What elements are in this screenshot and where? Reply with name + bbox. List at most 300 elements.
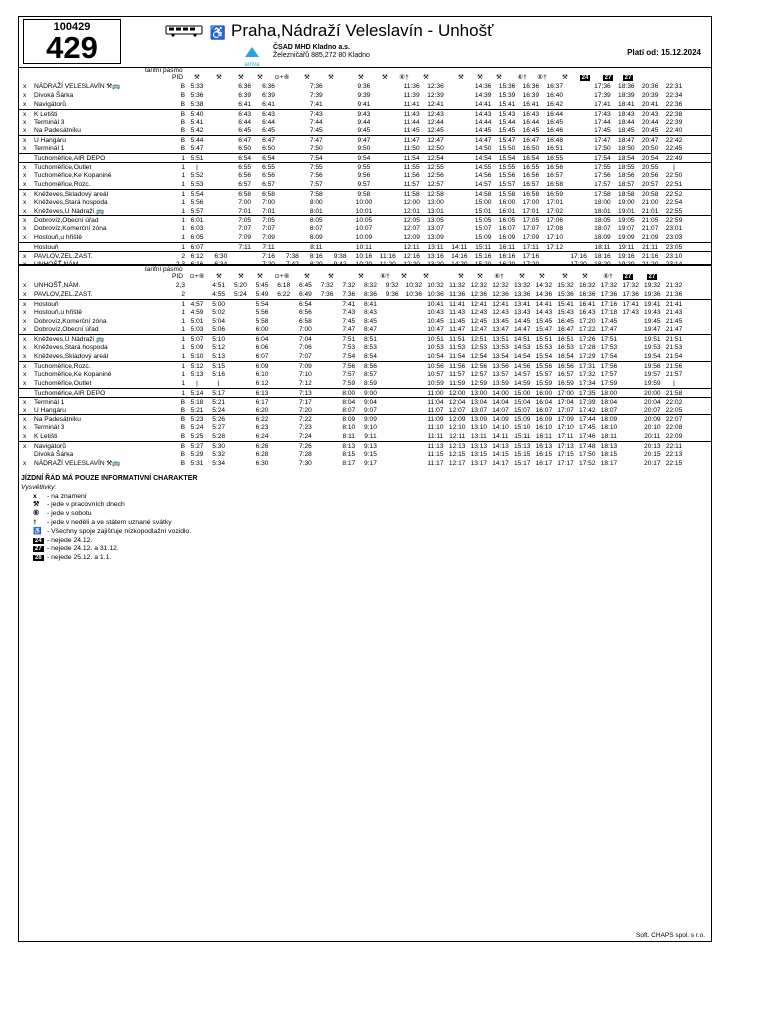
stop-name: PAVLOV,ZEL.ZAST. <box>34 290 93 298</box>
request-stop-mark: x <box>23 171 27 179</box>
departure-time: 16:44 <box>522 118 540 126</box>
tariff-zone: B <box>180 82 185 90</box>
departure-time: 14:16 <box>451 253 468 260</box>
departure-time: 9:38 <box>333 253 347 260</box>
departure-time: 5:21 <box>212 398 226 406</box>
departure-time: 11:07 <box>427 406 444 414</box>
departure-time: 6:41 <box>262 100 275 108</box>
departure-time: 21:51 <box>665 336 683 344</box>
departure-time: 11:04 <box>427 398 444 406</box>
departure-time: 7:54 <box>309 155 323 163</box>
departure-time: 17:45 <box>579 424 596 432</box>
departure-time: 12:54 <box>470 353 488 361</box>
departure-time: 13:36 <box>513 290 531 298</box>
departure-time: 11:56 <box>403 171 420 179</box>
departure-time: 16:44 <box>546 110 563 118</box>
departure-time: 14:13 <box>492 443 509 451</box>
departure-time: 13:04 <box>470 398 488 406</box>
departure-time: 16:07 <box>498 225 516 233</box>
departure-time: 18:41 <box>618 100 635 108</box>
departure-time: 6:57 <box>262 180 275 188</box>
stop-name: Terminál 3 <box>34 118 65 126</box>
departure-time: 6:12 <box>190 253 204 260</box>
stop-row <box>19 406 711 415</box>
departure-time: 17:31 <box>579 363 596 370</box>
departure-time: 15:09 <box>474 234 492 242</box>
legend-symbol: 27 <box>35 546 42 553</box>
restriction-note: 27 <box>624 274 632 280</box>
request-stop-mark: x <box>23 253 27 260</box>
departure-time: 20:17 <box>644 459 661 467</box>
departure-time: 21:00 <box>641 198 659 206</box>
departure-time: 6:58 <box>262 190 275 198</box>
stop-name: Kněževes,Skladový areál <box>34 353 109 361</box>
stop-name: Navigátorů <box>34 100 66 108</box>
departure-time: 17:01 <box>522 207 540 215</box>
departure-time: 19:59 <box>644 379 661 387</box>
tariff-zone: 1 <box>181 336 185 344</box>
departure-time: 6:55 <box>262 164 275 171</box>
departure-time: 20:43 <box>641 110 659 118</box>
stop-row <box>19 325 711 334</box>
stop-name: Tuchoměřice,Outlet <box>34 164 92 171</box>
departure-time: 21:47 <box>665 326 683 334</box>
request-stop-mark: x <box>23 370 27 378</box>
departure-time: 14:50 <box>474 145 492 153</box>
tariff-zone: 1 <box>181 190 185 198</box>
departure-time: 17:11 <box>522 244 539 252</box>
departure-time: 11:39 <box>403 91 420 99</box>
stop-name: Na Padesátníku <box>34 127 81 135</box>
departure-time: 12:32 <box>492 281 509 289</box>
departure-time: 15:56 <box>498 171 516 179</box>
departure-time: 8:54 <box>364 353 377 361</box>
departure-time: 14:15 <box>492 451 509 458</box>
departure-time: 16:50 <box>522 145 540 153</box>
departure-time: 13:11 <box>470 433 487 441</box>
departure-time: 10:59 <box>427 379 444 387</box>
departure-time: 6:36 <box>238 82 252 90</box>
departure-time: 15:04 <box>513 398 531 406</box>
request-stop-mark: x <box>23 416 27 424</box>
departure-time: 17:39 <box>579 398 596 406</box>
stop-name: Kněževes,Stará hospoda <box>34 198 108 206</box>
departure-time: 22:05 <box>665 406 683 414</box>
departure-time: 12:07 <box>448 406 466 414</box>
departure-time: 17:36 <box>600 290 618 298</box>
request-stop-mark: x <box>23 379 27 387</box>
departure-time: 11:55 <box>403 164 420 171</box>
departure-time: 11:45 <box>449 317 466 325</box>
stop-name: Tuchoměřice,Ke Kopanině <box>34 171 112 179</box>
tariff-zone: B <box>180 145 185 153</box>
departure-time: 12:41 <box>492 300 509 308</box>
departure-time: 15:41 <box>557 300 574 308</box>
departure-time: 16:55 <box>522 164 540 171</box>
departure-time: 21:41 <box>665 300 683 308</box>
departure-time: 17:20 <box>579 317 596 325</box>
departure-time: 10:53 <box>427 344 444 352</box>
departure-time: 15:59 <box>535 379 553 387</box>
departure-time: 17:53 <box>600 344 618 352</box>
departure-time: 6:56 <box>238 171 252 179</box>
legend-key-box <box>33 537 47 546</box>
departure-time: 21:32 <box>665 281 683 289</box>
departure-time: 7:57 <box>342 370 356 378</box>
request-stop-mark: x <box>23 317 27 325</box>
valid-from: Platí od: 15.12.2024 <box>627 48 701 57</box>
stop-name: Kněževes,Stará hospoda <box>34 344 108 352</box>
departure-time: 20:11 <box>644 433 661 441</box>
departure-time: 10:56 <box>427 363 444 370</box>
departure-time: 8:04 <box>342 398 356 406</box>
departure-time: 12:11 <box>449 433 466 441</box>
departure-time: 6:20 <box>255 406 269 414</box>
departure-time: 12:45 <box>427 127 444 135</box>
departure-time: 5:23 <box>190 416 204 424</box>
departure-time: 19:32 <box>644 281 661 289</box>
stop-row <box>19 450 711 459</box>
stop-row <box>19 290 711 299</box>
departure-time: 22:38 <box>665 110 683 118</box>
service-mark: ⚒ <box>328 273 334 280</box>
tariff-label: tarifní pásmo <box>145 266 183 273</box>
departure-time: 22:36 <box>665 100 683 108</box>
service-symbol <box>185 73 209 82</box>
stop-row <box>19 281 711 290</box>
departure-time: 12:57 <box>427 180 444 188</box>
departure-time: | <box>196 164 198 171</box>
departure-time: 14:51 <box>513 336 531 344</box>
departure-time: 21:45 <box>665 317 683 325</box>
departure-time: 5:24 <box>233 290 247 298</box>
departure-time: 19:41 <box>644 300 661 308</box>
request-stop-mark: x <box>23 198 27 206</box>
departure-time: 7:54 <box>342 353 356 361</box>
departure-time: 16:39 <box>522 91 540 99</box>
departure-time: 5:15 <box>212 363 226 370</box>
stop-row <box>19 343 711 352</box>
departure-time: 7:38 <box>285 253 299 260</box>
departure-time: 17:00 <box>522 198 540 206</box>
service-symbol <box>207 272 231 281</box>
departure-time: 6:06 <box>255 344 269 352</box>
stop-row <box>19 144 711 153</box>
departure-time: 16:59 <box>557 379 574 387</box>
stop-row <box>19 100 711 109</box>
departure-time: 20:13 <box>644 443 661 451</box>
legend-symbol: x <box>33 492 37 500</box>
departure-time: 18:16 <box>594 253 611 260</box>
departure-time: 17:54 <box>594 155 611 163</box>
departure-time: 6:18 <box>277 281 291 289</box>
stop-name: PAVLOV,ZEL.ZAST. <box>34 253 93 260</box>
departure-time: 12:09 <box>403 234 420 242</box>
departure-time: 22:02 <box>665 398 683 406</box>
departure-time: 5:33 <box>190 82 204 90</box>
departure-time: 17:29 <box>579 353 596 361</box>
departure-time: 8:11 <box>342 433 355 441</box>
departure-time: 5:12 <box>212 344 226 352</box>
service-symbol <box>392 73 416 82</box>
departure-time: 18:55 <box>618 164 635 171</box>
tariff-zone: B <box>180 424 185 432</box>
stop-name: NÁDRAŽÍ VELESLAVÍN ⚒🚌 <box>34 459 121 467</box>
departure-time: 13:54 <box>492 353 509 361</box>
departure-time: 20:45 <box>641 127 659 135</box>
legend-label: Vysvětlivky: <box>21 483 57 491</box>
stop-name: Dobrovíz,Komerční zóna <box>34 225 107 233</box>
service-symbol <box>349 272 373 281</box>
departure-time: 15:57 <box>498 180 516 188</box>
departure-time: 10:05 <box>355 217 373 225</box>
departure-time: 18:04 <box>600 398 618 406</box>
departure-time: 15:00 <box>513 389 531 397</box>
departure-time: 12:36 <box>492 290 509 298</box>
departure-time: 12:56 <box>470 363 488 370</box>
service-symbol <box>573 272 597 281</box>
departure-time: 14:32 <box>535 281 553 289</box>
departure-time: 17:43 <box>594 110 611 118</box>
departure-time: 15:16 <box>474 253 492 260</box>
departure-time: 10:51 <box>427 336 444 344</box>
departure-time: 6:01 <box>190 217 204 225</box>
departure-time: 6:23 <box>255 424 269 432</box>
departure-time: 16:59 <box>546 190 563 198</box>
departure-time: 6:04 <box>255 336 269 344</box>
departure-time: 14:43 <box>474 110 492 118</box>
departure-time: 18:54 <box>618 155 635 163</box>
departure-time: 11:16 <box>379 253 396 260</box>
departure-time: 12:39 <box>427 91 444 99</box>
departure-time: 10:36 <box>427 290 444 298</box>
departure-time: 15:44 <box>498 118 516 126</box>
departure-time: 13:07 <box>427 225 444 233</box>
request-stop-mark: x <box>23 225 27 233</box>
departure-time: 12:00 <box>448 389 466 397</box>
line-code: 100429 <box>53 21 91 33</box>
departure-time: 14:07 <box>492 406 509 414</box>
departure-time: 13:00 <box>427 198 444 206</box>
departure-time: 20:57 <box>641 180 659 188</box>
departure-time: 17:45 <box>594 127 611 135</box>
request-stop-mark: x <box>23 127 27 135</box>
tariff-zone: B <box>180 459 185 467</box>
departure-time: 9:04 <box>364 398 377 406</box>
departure-time: 7:55 <box>309 164 323 171</box>
departure-time: 11:57 <box>403 180 420 188</box>
departure-time: 22:50 <box>665 171 683 179</box>
departure-time: 7:16 <box>262 253 275 260</box>
departure-time: 9:45 <box>357 127 371 135</box>
departure-time: 5:54 <box>255 300 269 308</box>
tariff-zone: B <box>180 406 185 414</box>
departure-time: 9:00 <box>364 389 377 397</box>
departure-time: 18:50 <box>618 145 635 153</box>
departure-time: 6:58 <box>298 317 312 325</box>
departure-time: 6:54 <box>298 300 312 308</box>
request-stop-mark: x <box>23 281 27 289</box>
departure-time: 21:11 <box>642 244 659 252</box>
request-stop-mark: x <box>23 353 27 361</box>
departure-time: 7:45 <box>342 317 356 325</box>
departure-time: 7:20 <box>298 406 312 414</box>
departure-time: 11:41 <box>403 100 420 108</box>
departure-time: 7:43 <box>309 110 323 118</box>
tariff-zone: 1 <box>181 353 185 361</box>
departure-time: 16:45 <box>546 118 563 126</box>
departure-time: 7:06 <box>298 344 312 352</box>
departure-time: 16:57 <box>546 171 563 179</box>
legend-item <box>21 528 197 537</box>
departure-time: 19:09 <box>618 234 635 242</box>
tariff-zone: 1 <box>181 207 185 215</box>
departure-time: 16:54 <box>522 155 540 163</box>
departure-time: 12:43 <box>470 308 488 316</box>
departure-time: 11:00 <box>427 389 444 397</box>
stop-row <box>19 207 711 216</box>
stop-name: Dobrovíz,Obecní úřad <box>34 326 99 334</box>
departure-time: 16:05 <box>498 217 516 225</box>
departure-time: 17:48 <box>579 443 596 451</box>
departure-time: 15:53 <box>535 344 553 352</box>
operator-logo <box>237 44 267 69</box>
departure-time: 8:13 <box>342 443 356 451</box>
departure-time: 11:59 <box>449 379 466 387</box>
departure-time: 14:44 <box>474 118 492 126</box>
departure-time: 6:50 <box>262 145 275 153</box>
departure-time: 5:54 <box>190 190 204 198</box>
departure-time: 18:10 <box>600 424 618 432</box>
departure-time: 14:58 <box>474 190 492 198</box>
departure-time: 10:57 <box>427 370 444 378</box>
stop-name: Na Padesátníku <box>34 416 81 424</box>
service-mark: ⚒ <box>423 74 429 81</box>
departure-time: 8:45 <box>364 317 377 325</box>
departure-time: 5:16 <box>212 370 226 378</box>
service-symbol <box>530 73 554 82</box>
departure-time: 16:45 <box>522 127 540 135</box>
line-number-box <box>23 19 121 64</box>
request-stop-mark: x <box>23 137 27 145</box>
departure-time: 14:55 <box>474 164 492 171</box>
departure-time: 18:36 <box>618 82 635 90</box>
departure-time: 19:54 <box>644 353 661 361</box>
departure-time: | <box>673 164 675 171</box>
departure-time: 17:16 <box>570 253 587 260</box>
departure-time: 14:53 <box>513 344 531 352</box>
departure-time: 17:43 <box>622 308 639 316</box>
departure-time: 20:50 <box>641 145 659 153</box>
stop-name: Kněževes,U Nádraží 🚌 <box>34 336 105 344</box>
departure-time: 5:47 <box>190 145 204 153</box>
departure-time: 9:57 <box>357 180 371 188</box>
departure-time: 16:56 <box>557 363 574 370</box>
departure-time: 15:47 <box>535 326 553 334</box>
stop-name: Hostouň,u hřiště <box>34 234 83 242</box>
departure-time: 7:59 <box>342 379 356 387</box>
departure-time: 17:09 <box>522 234 540 242</box>
departure-time: 14:54 <box>474 155 492 163</box>
departure-time: 16:55 <box>546 155 563 163</box>
departure-time: 15:51 <box>535 336 553 344</box>
departure-time: 5:17 <box>212 389 226 397</box>
service-mark: ⚒ <box>458 74 464 81</box>
stop-row <box>19 370 711 379</box>
departure-time: 21:56 <box>665 363 683 370</box>
departure-time: 7:04 <box>298 336 312 344</box>
departure-time: 13:09 <box>470 416 488 424</box>
departure-time: 6:05 <box>190 234 204 242</box>
departure-time: 7:01 <box>238 207 252 215</box>
service-icons <box>165 25 227 41</box>
departure-time: 9:17 <box>364 459 377 467</box>
departure-time: 6:22 <box>255 416 269 424</box>
departure-time: 15:01 <box>474 207 492 215</box>
departure-time: 5:51 <box>190 155 204 163</box>
request-stop-mark: x <box>23 100 27 108</box>
stop-name: Navigátorů <box>34 443 66 451</box>
departure-time: 18:17 <box>600 459 618 467</box>
service-mark: ⚒ <box>562 273 568 280</box>
departure-time: 12:47 <box>470 326 488 334</box>
service-mark: ⚒ <box>358 74 364 81</box>
tariff-zone: 1 <box>181 300 185 308</box>
departure-time: 15:43 <box>557 308 574 316</box>
departure-time: 16:56 <box>522 171 540 179</box>
departure-time: 18:09 <box>600 416 618 424</box>
departure-time: 19:00 <box>618 198 635 206</box>
departure-time: 15:07 <box>513 406 531 414</box>
departure-time: 16:15 <box>535 451 553 458</box>
departure-time: 12:41 <box>427 100 444 108</box>
departure-time: 6:39 <box>262 91 275 99</box>
departure-time: 6:45 <box>298 281 312 289</box>
departure-time: 6:12 <box>255 379 269 387</box>
departure-time: 8:51 <box>364 336 377 344</box>
departure-time: 9:55 <box>357 164 371 171</box>
request-stop-mark: x <box>23 363 27 370</box>
departure-time: 15:32 <box>557 281 574 289</box>
departure-time: 11:53 <box>449 344 466 352</box>
departure-time: 22:13 <box>665 451 683 458</box>
request-stop-mark: x <box>23 145 27 153</box>
departure-time: 16:45 <box>557 317 574 325</box>
departure-time: 9:41 <box>357 100 371 108</box>
departure-time: 16:36 <box>579 290 596 298</box>
service-symbol <box>270 73 294 82</box>
service-symbol <box>295 272 319 281</box>
service-mark: ⚒ <box>477 273 483 280</box>
departure-time: 13:01 <box>427 207 444 215</box>
departure-time: 17:16 <box>522 253 540 260</box>
request-stop-mark: x <box>23 344 27 352</box>
departure-time: 8:10 <box>342 424 356 432</box>
service-mark: ⚒ <box>382 74 388 81</box>
departure-time: 12:51 <box>470 336 488 344</box>
departure-time: 18:07 <box>600 406 618 414</box>
departure-time: 12:58 <box>427 190 444 198</box>
departure-time: 16:37 <box>546 82 563 90</box>
departure-time: 9:32 <box>385 281 399 289</box>
departure-time: 6:44 <box>238 118 252 126</box>
tariff-label: tarifní pásmo <box>145 67 183 74</box>
departure-time: 5:41 <box>190 118 204 126</box>
legend-symbol: 24 <box>35 537 42 544</box>
departure-time: 10:00 <box>355 198 373 206</box>
departure-time: 15:58 <box>498 190 516 198</box>
departure-time: 16:43 <box>522 110 540 118</box>
